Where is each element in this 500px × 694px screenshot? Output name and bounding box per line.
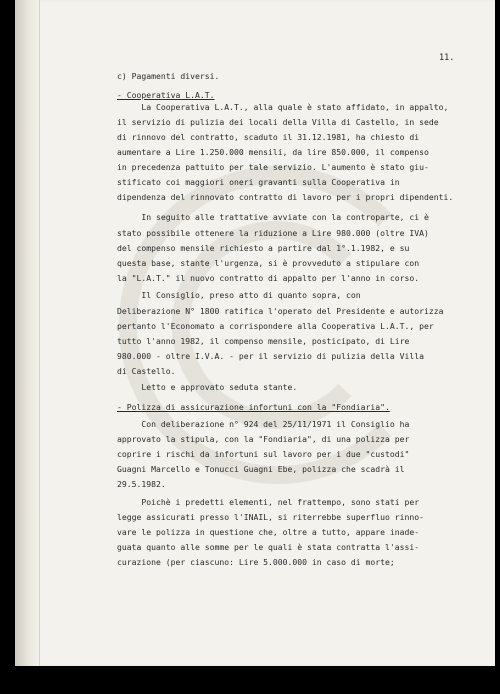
section-title-cooperativa: - Cooperativa L.A.T.: [117, 90, 215, 100]
paragraph-line: la "L.A.T." il nuovo contratto di appalto per l'anno in corso.: [117, 273, 420, 283]
section-title-polizza: - Polizza di assicurazione infortuni con la "Fondiaria".: [117, 402, 390, 412]
paragraph-line: stificato coi maggiori oneri gravanti sulla Cooperativa in: [117, 177, 400, 187]
paragraph-line: il servizio di pulizia dei locali della Villa di Castello, in sede: [117, 117, 439, 127]
paragraph-line: In seguito alle trattative avviate con la controparte, ci è: [117, 212, 429, 222]
paragraph-line: Guagni Marcello e Tonucci Guagni Ebe, polizza che scadrà il: [117, 464, 405, 474]
document-page: [15, 0, 495, 666]
paragraph-line: stato possibile ottenere la riduzione a Lire 980.000 (oltre IVA): [117, 228, 429, 238]
paragraph-line: tutto l'anno 1982, il compenso mensile, posticipato, di Lire: [117, 336, 410, 346]
page-number: 11.: [439, 53, 455, 63]
deliberazione-line: Deliberazione N° 1800 ratifica l'operato del Presidente e autorizza: [117, 306, 444, 316]
paragraph-line: Con deliberazione n° 924 del 25/11/1971 il Consiglio ha: [117, 419, 410, 429]
paragraph-line: vare le polizza in questione che, oltre a tutto, appare inade-: [117, 527, 420, 537]
page-edge-shadow: [15, 0, 40, 666]
paragraph-line: aumentare a Lire 1.250.000 mensili, da lire 850.000, il compenso: [117, 147, 429, 157]
paragraph-line: curazione (per ciascuno: Lire 5.000.000 in caso di morte;: [117, 557, 395, 567]
paragraph-line: Letto e approvato seduta stante.: [117, 382, 298, 392]
paragraph-line: 980.000 - oltre I.V.A. - per il servizio di pulizia della Villa: [117, 351, 424, 361]
section-heading: c) Pagamenti diversi.: [117, 71, 220, 81]
paragraph-line: Poichè i predetti elementi, nel frattempo, sono stati per: [117, 497, 420, 507]
paragraph-line: 29.5.1982.: [117, 479, 166, 489]
paragraph-line: approvato la stipula, con la "Fondiaria", di una polizza per: [117, 434, 410, 444]
paragraph-line: di Castello.: [117, 366, 176, 376]
paragraph-line: Il Consiglio, preso atto di quanto sopra, con: [117, 290, 361, 300]
paragraph-line: del compenso mensile richiesto a partire dal 1°.1.1982, e su: [117, 243, 410, 253]
paragraph-line: guata quanto alle somme per le quali è stata contratta l'assi-: [117, 542, 420, 552]
paragraph-line: questa base, stante l'urgenza, si è provveduto a stipulare con: [117, 258, 420, 268]
paragraph-line: La Cooperativa L.A.T., alla quale è stato affidato, in appalto,: [117, 102, 449, 112]
paragraph-line: legge assicurati presso l'INAIL, si riterrebbe superfluo rinno-: [117, 512, 424, 522]
paragraph-line: pertanto l'Economato a corrispondere alla Cooperativa L.A.T., per: [117, 321, 434, 331]
paragraph-line: dipendenza del rinnovato contratto di lavoro per i propri dipendenti.: [117, 192, 454, 202]
paragraph-line: in precedenza pattuito per tale servizio. L'aumento è stato giu-: [117, 162, 429, 172]
paragraph-line: di rinnovo del contratto, scaduto il 31.12.1981, ha chiesto di: [117, 132, 420, 142]
paragraph-line: coprire i rischi da infortuni sul lavoro per i due "custodi": [117, 449, 410, 459]
